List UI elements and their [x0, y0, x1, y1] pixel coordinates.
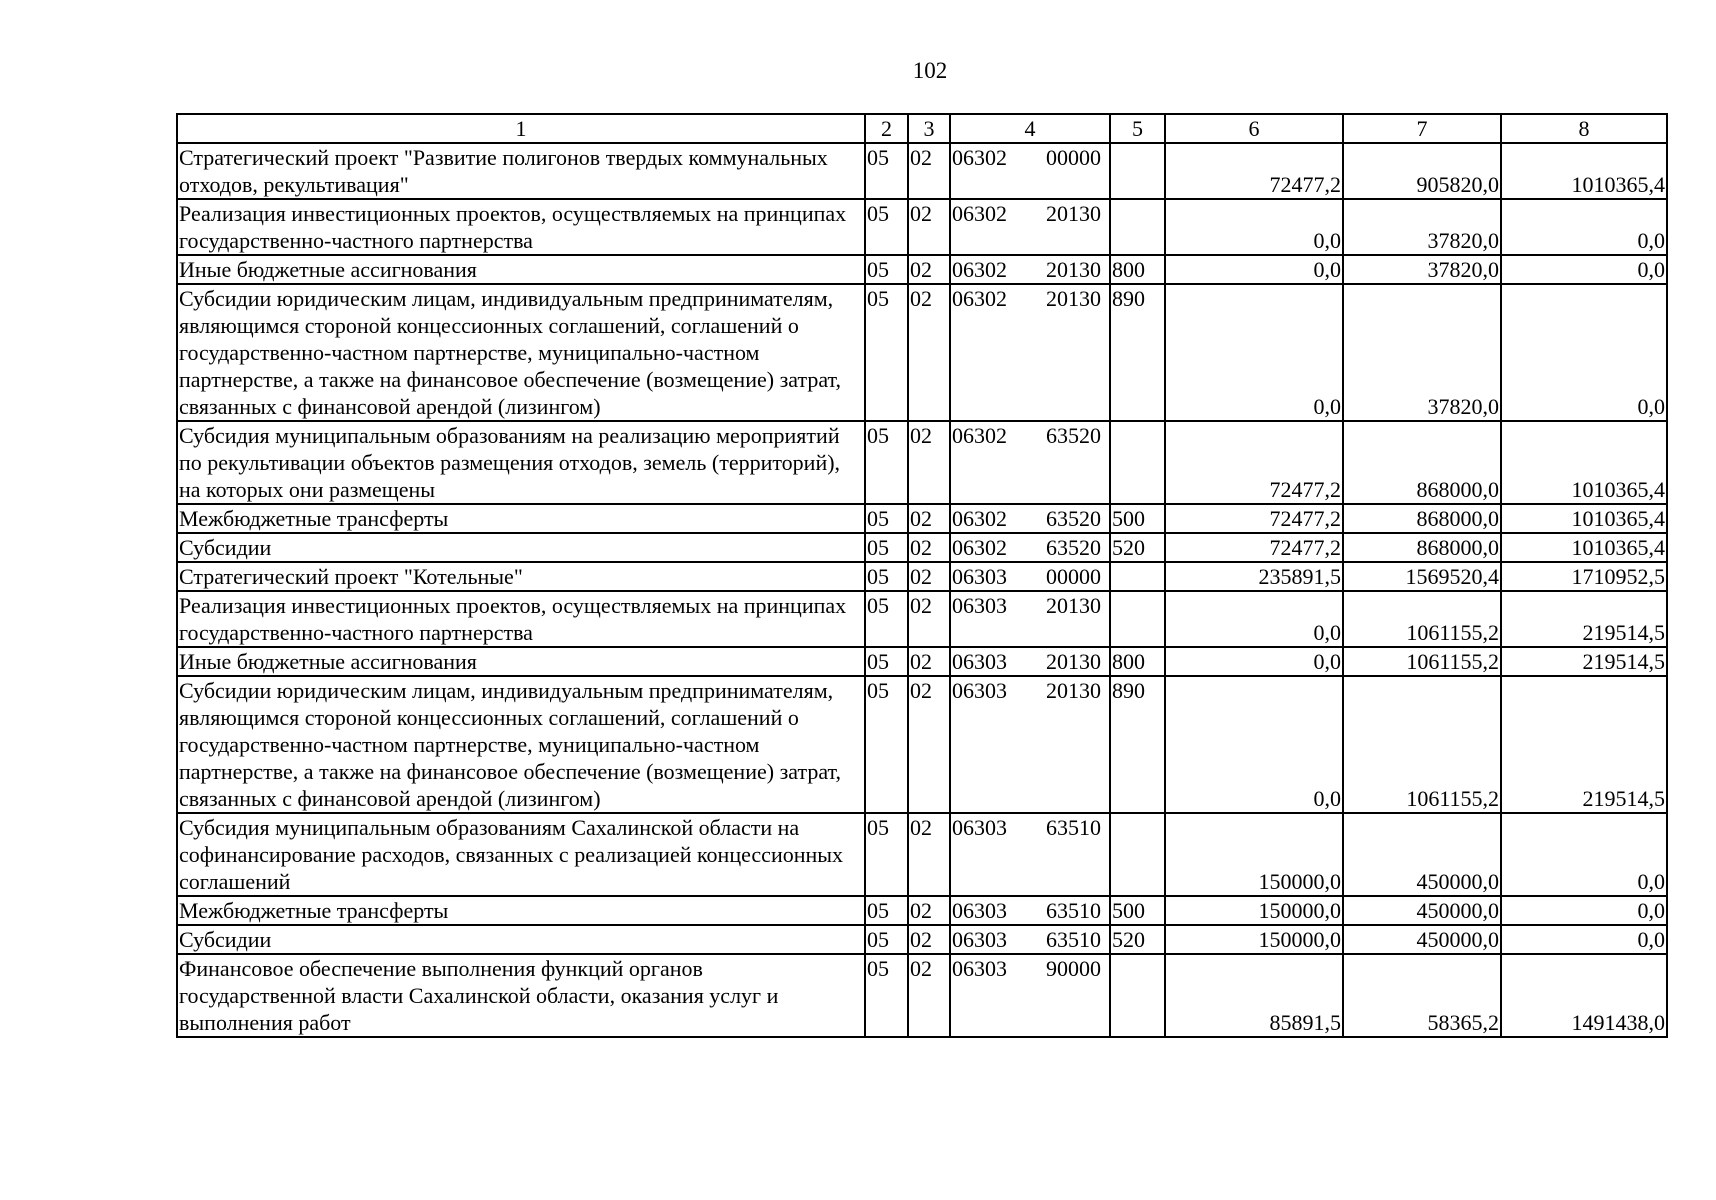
direction-code-cell: 63520	[1038, 504, 1110, 533]
value-col-8-cell: 219514,5	[1501, 676, 1667, 813]
expense-type-cell: 500	[1110, 504, 1165, 533]
subsection-code-cell: 02	[908, 284, 950, 421]
subsection-code-cell: 02	[908, 255, 950, 284]
expense-type-cell: 890	[1110, 676, 1165, 813]
direction-code-cell: 00000	[1038, 143, 1110, 199]
program-code-cell: 06302	[950, 143, 1038, 199]
value-col-8-cell: 0,0	[1501, 199, 1667, 255]
row-name-cell: Субсидии	[177, 925, 865, 954]
table-row	[177, 199, 1667, 255]
program-code-cell: 06303	[950, 647, 1038, 676]
program-code-cell: 06303	[950, 813, 1038, 896]
program-code-cell: 06303	[950, 562, 1038, 591]
value-col-6-cell: 72477,2	[1165, 143, 1343, 199]
expense-type-cell	[1110, 813, 1165, 896]
value-col-7-cell: 1061155,2	[1343, 676, 1501, 813]
value-col-6-cell: 0,0	[1165, 284, 1343, 421]
row-name-cell: Стратегический проект "Котельные"	[177, 562, 865, 591]
section-code-cell: 05	[865, 591, 908, 647]
direction-code-cell: 20130	[1038, 284, 1110, 421]
program-code-cell: 06303	[950, 896, 1038, 925]
value-col-7-cell: 37820,0	[1343, 284, 1501, 421]
table-row	[177, 647, 1667, 676]
value-col-7-cell: 868000,0	[1343, 504, 1501, 533]
value-col-7-cell: 868000,0	[1343, 533, 1501, 562]
table-row	[177, 284, 1667, 421]
expense-type-cell: 800	[1110, 255, 1165, 284]
section-code-cell: 05	[865, 954, 908, 1037]
table-row	[177, 676, 1667, 813]
subsection-code-cell: 02	[908, 533, 950, 562]
program-code-cell: 06302	[950, 533, 1038, 562]
header-col-7: 7	[1343, 114, 1501, 143]
expense-type-cell	[1110, 143, 1165, 199]
value-col-8-cell: 1491438,0	[1501, 954, 1667, 1037]
row-name-cell: Субсидия муниципальным образованиям Сахалинской области на софинансирование расходов, связанных с реализацией концессионных соглашений	[177, 813, 865, 896]
value-col-8-cell: 0,0	[1501, 896, 1667, 925]
subsection-code-cell: 02	[908, 676, 950, 813]
row-name-cell: Финансовое обеспечение выполнения функций органов государственной власти Сахалинской области, оказания услуг и выполнения работ	[177, 954, 865, 1037]
section-code-cell: 05	[865, 647, 908, 676]
program-code-cell: 06303	[950, 676, 1038, 813]
table-row	[177, 533, 1667, 562]
subsection-code-cell: 02	[908, 143, 950, 199]
section-code-cell: 05	[865, 676, 908, 813]
value-col-6-cell: 0,0	[1165, 199, 1343, 255]
value-col-7-cell: 37820,0	[1343, 199, 1501, 255]
row-name-cell: Иные бюджетные ассигнования	[177, 255, 865, 284]
expense-type-cell	[1110, 954, 1165, 1037]
section-code-cell: 05	[865, 421, 908, 504]
value-col-7-cell: 905820,0	[1343, 143, 1501, 199]
expense-type-cell	[1110, 199, 1165, 255]
expense-type-cell: 890	[1110, 284, 1165, 421]
value-col-6-cell: 72477,2	[1165, 504, 1343, 533]
value-col-8-cell: 1010365,4	[1501, 504, 1667, 533]
value-col-8-cell: 0,0	[1501, 255, 1667, 284]
table-row	[177, 954, 1667, 1037]
direction-code-cell: 00000	[1038, 562, 1110, 591]
row-name-cell: Субсидии	[177, 533, 865, 562]
value-col-6-cell: 235891,5	[1165, 562, 1343, 591]
direction-code-cell: 63510	[1038, 896, 1110, 925]
value-col-6-cell: 150000,0	[1165, 896, 1343, 925]
value-col-8-cell: 0,0	[1501, 925, 1667, 954]
value-col-7-cell: 450000,0	[1343, 813, 1501, 896]
value-col-7-cell: 450000,0	[1343, 896, 1501, 925]
direction-code-cell: 20130	[1038, 591, 1110, 647]
expense-type-cell: 800	[1110, 647, 1165, 676]
value-col-7-cell: 37820,0	[1343, 255, 1501, 284]
section-code-cell: 05	[865, 562, 908, 591]
direction-code-cell: 20130	[1038, 647, 1110, 676]
value-col-6-cell: 0,0	[1165, 647, 1343, 676]
header-col-8: 8	[1501, 114, 1667, 143]
expense-type-cell	[1110, 562, 1165, 591]
direction-code-cell: 20130	[1038, 255, 1110, 284]
subsection-code-cell: 02	[908, 896, 950, 925]
expense-type-cell	[1110, 421, 1165, 504]
table-row	[177, 925, 1667, 954]
header-col-6: 6	[1165, 114, 1343, 143]
section-code-cell: 05	[865, 896, 908, 925]
row-name-cell: Субсидии юридическим лицам, индивидуальным предпринимателям, являющимся стороной концессионных соглашений, соглашений о государственно-частном партнерстве, муниципально-частном партнерстве, а также на финансовое обеспечение (возмещение) затрат, связанных с финансовой арендой (лизингом)	[177, 676, 865, 813]
direction-code-cell: 63520	[1038, 421, 1110, 504]
direction-code-cell: 90000	[1038, 954, 1110, 1037]
value-col-7-cell: 868000,0	[1343, 421, 1501, 504]
value-col-6-cell: 150000,0	[1165, 813, 1343, 896]
program-code-cell: 06303	[950, 591, 1038, 647]
subsection-code-cell: 02	[908, 562, 950, 591]
expense-type-cell	[1110, 591, 1165, 647]
direction-code-cell: 20130	[1038, 199, 1110, 255]
value-col-6-cell: 85891,5	[1165, 954, 1343, 1037]
table-row	[177, 421, 1667, 504]
program-code-cell: 06303	[950, 925, 1038, 954]
direction-code-cell: 20130	[1038, 676, 1110, 813]
page-number: 102	[912, 58, 948, 83]
section-code-cell: 05	[865, 533, 908, 562]
section-code-cell: 05	[865, 284, 908, 421]
table-header	[177, 114, 1667, 143]
table-row	[177, 504, 1667, 533]
subsection-code-cell: 02	[908, 647, 950, 676]
header-col-1: 1	[177, 114, 865, 143]
value-col-6-cell: 0,0	[1165, 255, 1343, 284]
row-name-cell: Субсидия муниципальным образованиям на реализацию мероприятий по рекультивации объектов размещения отходов, земель (территорий), на которых они размещены	[177, 421, 865, 504]
row-name-cell: Межбюджетные трансферты	[177, 504, 865, 533]
value-col-6-cell: 0,0	[1165, 591, 1343, 647]
section-code-cell: 05	[865, 143, 908, 199]
direction-code-cell: 63510	[1038, 925, 1110, 954]
subsection-code-cell: 02	[908, 813, 950, 896]
value-col-7-cell: 450000,0	[1343, 925, 1501, 954]
subsection-code-cell: 02	[908, 954, 950, 1037]
row-name-cell: Реализация инвестиционных проектов, осуществляемых на принципах государственно-частного партнерства	[177, 199, 865, 255]
row-name-cell: Стратегический проект "Развитие полигонов твердых коммунальных отходов, рекультивация"	[177, 143, 865, 199]
value-col-8-cell: 0,0	[1501, 813, 1667, 896]
section-code-cell: 05	[865, 504, 908, 533]
budget-table	[176, 113, 1668, 1038]
value-col-8-cell: 1010365,4	[1501, 533, 1667, 562]
section-code-cell: 05	[865, 813, 908, 896]
table-row	[177, 562, 1667, 591]
section-code-cell: 05	[865, 255, 908, 284]
header-col-3: 3	[908, 114, 950, 143]
row-name-cell: Межбюджетные трансферты	[177, 896, 865, 925]
section-code-cell: 05	[865, 199, 908, 255]
expense-type-cell: 520	[1110, 925, 1165, 954]
value-col-8-cell: 1010365,4	[1501, 421, 1667, 504]
direction-code-cell: 63520	[1038, 533, 1110, 562]
table-row	[177, 143, 1667, 199]
header-row	[177, 114, 1667, 143]
subsection-code-cell: 02	[908, 504, 950, 533]
value-col-7-cell: 58365,2	[1343, 954, 1501, 1037]
value-col-7-cell: 1061155,2	[1343, 647, 1501, 676]
value-col-8-cell: 219514,5	[1501, 591, 1667, 647]
value-col-8-cell: 1010365,4	[1501, 143, 1667, 199]
row-name-cell: Субсидии юридическим лицам, индивидуальным предпринимателям, являющимся стороной концессионных соглашений, соглашений о государственно-частном партнерстве, муниципально-частном партнерстве, а также на финансовое обеспечение (возмещение) затрат, связанных с финансовой арендой (лизингом)	[177, 284, 865, 421]
subsection-code-cell: 02	[908, 421, 950, 504]
direction-code-cell: 63510	[1038, 813, 1110, 896]
table-row	[177, 591, 1667, 647]
program-code-cell: 06302	[950, 421, 1038, 504]
subsection-code-cell: 02	[908, 199, 950, 255]
program-code-cell: 06302	[950, 284, 1038, 421]
value-col-6-cell: 72477,2	[1165, 421, 1343, 504]
header-col-4: 4	[950, 114, 1110, 143]
program-code-cell: 06302	[950, 255, 1038, 284]
value-col-8-cell: 0,0	[1501, 284, 1667, 421]
value-col-7-cell: 1569520,4	[1343, 562, 1501, 591]
section-code-cell: 05	[865, 925, 908, 954]
table-row	[177, 255, 1667, 284]
value-col-8-cell: 1710952,5	[1501, 562, 1667, 591]
subsection-code-cell: 02	[908, 591, 950, 647]
table-row	[177, 896, 1667, 925]
subsection-code-cell: 02	[908, 925, 950, 954]
header-col-5: 5	[1110, 114, 1165, 143]
table-body	[177, 143, 1667, 1037]
program-code-cell: 06302	[950, 504, 1038, 533]
header-col-2: 2	[865, 114, 908, 143]
table-row	[177, 813, 1667, 896]
value-col-8-cell: 219514,5	[1501, 647, 1667, 676]
row-name-cell: Иные бюджетные ассигнования	[177, 647, 865, 676]
row-name-cell: Реализация инвестиционных проектов, осуществляемых на принципах государственно-частного партнерства	[177, 591, 865, 647]
value-col-7-cell: 1061155,2	[1343, 591, 1501, 647]
value-col-6-cell: 0,0	[1165, 676, 1343, 813]
expense-type-cell: 500	[1110, 896, 1165, 925]
expense-type-cell: 520	[1110, 533, 1165, 562]
program-code-cell: 06302	[950, 199, 1038, 255]
value-col-6-cell: 150000,0	[1165, 925, 1343, 954]
value-col-6-cell: 72477,2	[1165, 533, 1343, 562]
program-code-cell: 06303	[950, 954, 1038, 1037]
